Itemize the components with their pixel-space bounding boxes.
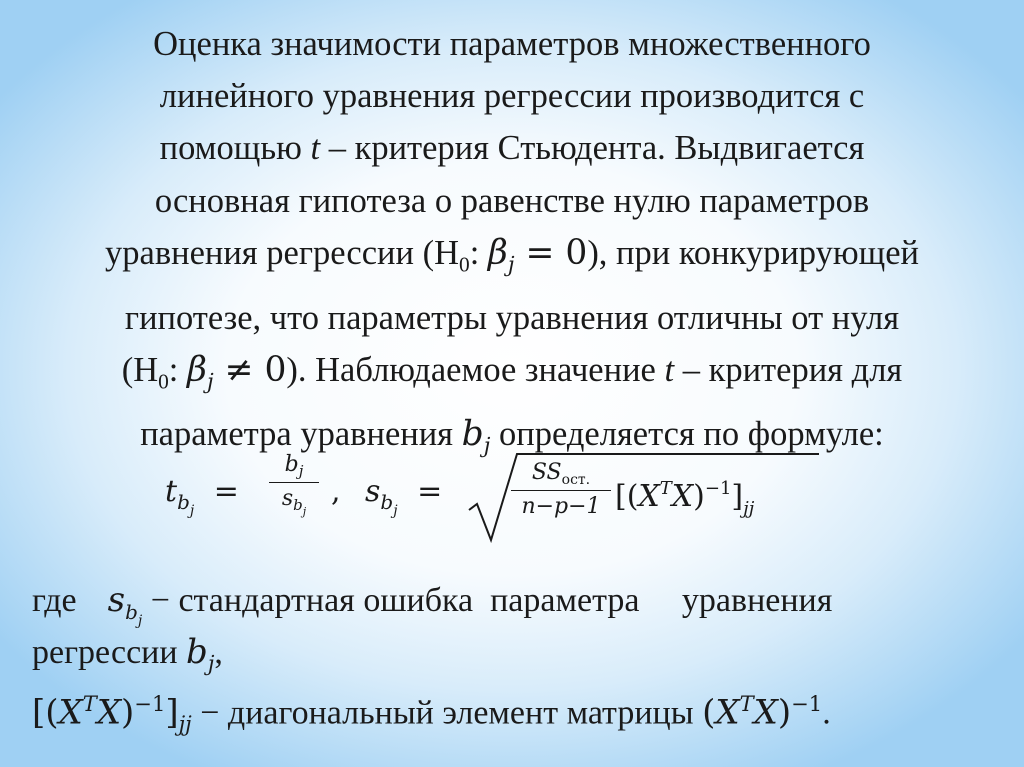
paragraph-line-2: линейного уравнения регрессии производится с	[159, 77, 865, 116]
t-symbol: t	[310, 129, 321, 168]
beta-symbol: β	[487, 232, 508, 273]
t-symbol: t	[664, 350, 675, 389]
paragraph-line-6: гипотезе, что параметры уравнения отличны от нуля	[124, 298, 900, 337]
formula-matrix-element: $[(X^TX)^{-1}]_{jj}$	[615, 478, 755, 519]
paragraph-line-3: помощью t – критерия Стьюдента. Выдвигается	[159, 129, 865, 168]
formula-fraction-ss: $SS_{ост.}$ n−p−1	[511, 460, 611, 519]
formula-lhs-s: $s_{bj}$ =	[365, 474, 443, 519]
intro-paragraph	[30, 18, 994, 473]
paragraph-line-1: Оценка значимости параметров множественного	[153, 25, 871, 63]
paragraph-line-4: основная гипотеза о равенстве нулю параметров	[154, 181, 870, 220]
where-line-2: регрессии $b_j$,	[32, 632, 223, 676]
paragraph-line-8: параметра уравнения $b_j$ определяется по формуле:	[140, 414, 884, 459]
paragraph-line-7: ($Н_0$: $\beta_j \ne 0$). Наблюдаемое значение t – критерия для	[121, 349, 903, 395]
formula-comma: ,	[331, 474, 341, 509]
beta-symbol: β	[187, 349, 207, 390]
where-line-1: где $s_{bj}$ − стандартная ошибка параметра уравнения	[32, 580, 833, 629]
formula-lhs-t: $t_{bj}$ =	[165, 474, 239, 519]
t-statistic-formula	[165, 444, 845, 554]
where-line-3: $[(X^TX)^{-1}]_{jj}$ − диагональный элемент матрицы $(X^TX)^{-1}$.	[32, 691, 831, 737]
formula-fraction-t: $b_j$ $s_{bj}$	[269, 452, 319, 518]
paragraph-line-5: уравнения регрессии ($Н_0$: $\beta_j = 0$), при конкурирующей	[105, 232, 919, 278]
